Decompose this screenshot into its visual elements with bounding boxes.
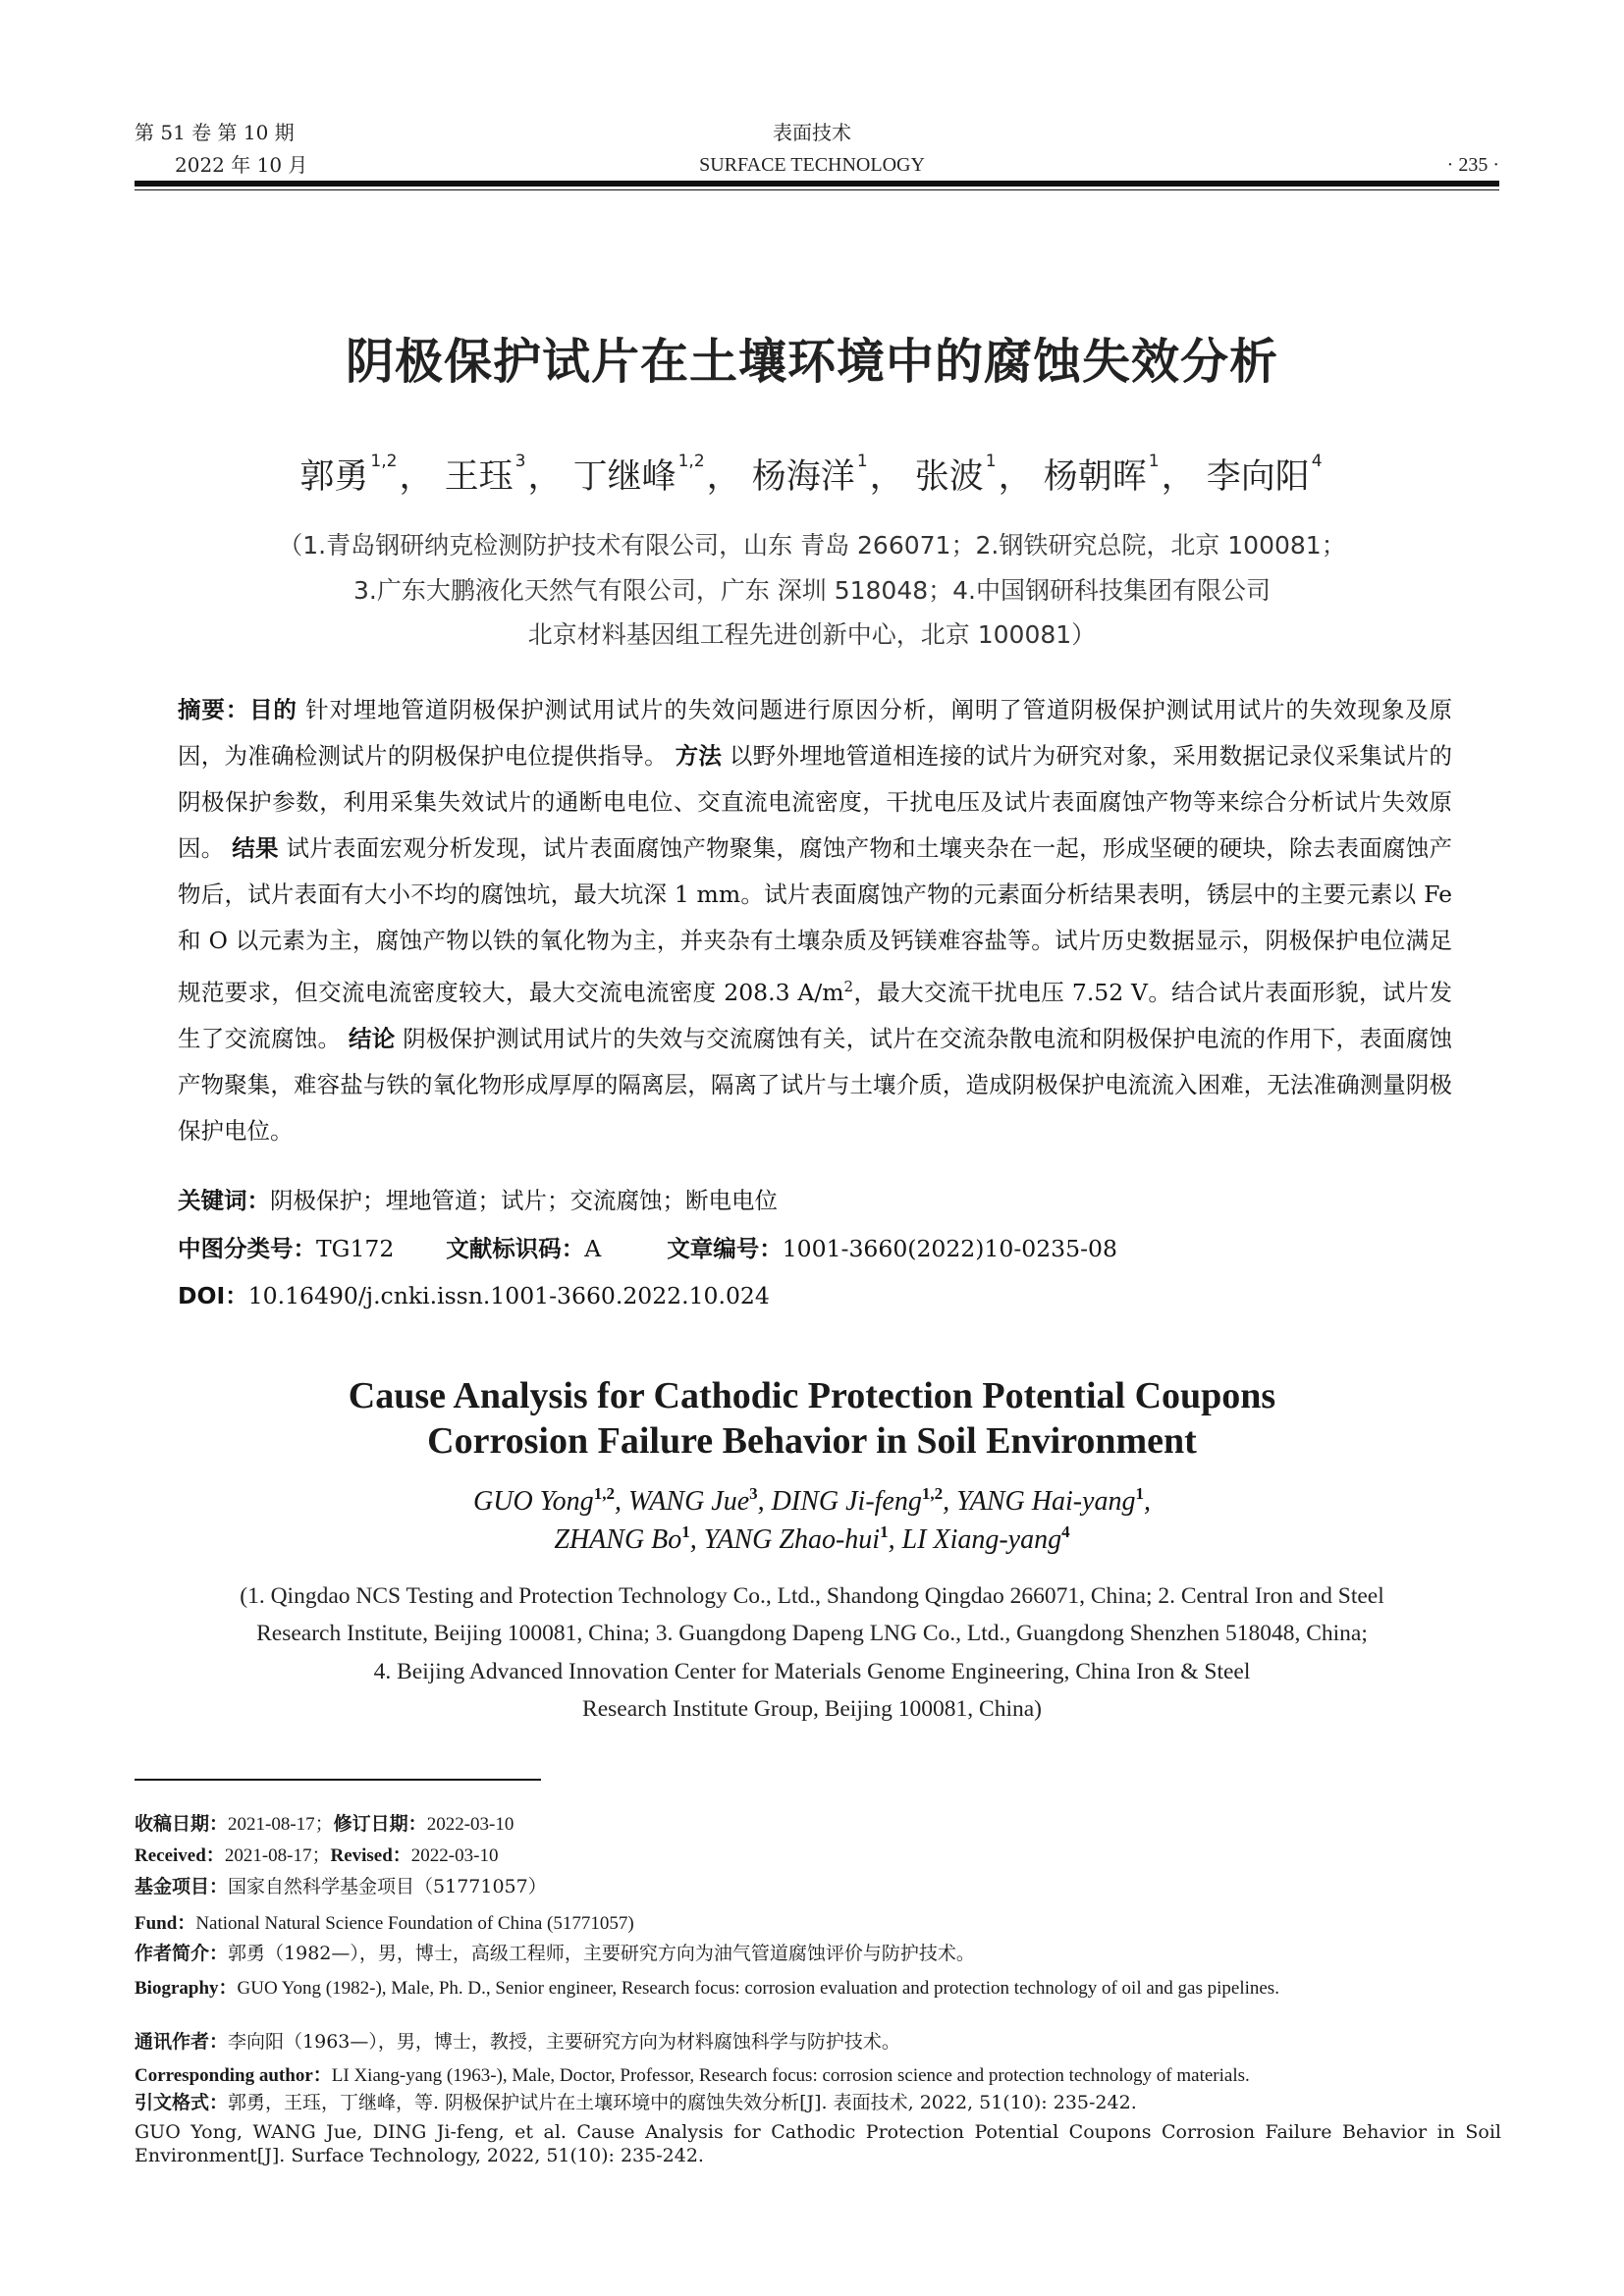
doi-value[interactable]: 10.16490/j.cnki.issn.1001-3660.2022.10.024: [247, 1282, 770, 1309]
footnote-fund-en: Fund：National Natural Science Foundation of China (51771057): [135, 1913, 634, 1934]
footnote-fund-cn: 基金项目：国家自然科学基金项目（51771057）: [135, 1876, 547, 1897]
author-en: GUO Yong: [473, 1486, 594, 1517]
title-cn: 阴极保护试片在土壤环境中的腐蚀失效分析: [345, 334, 1278, 390]
author-en: YANG Zhao-hui: [703, 1524, 881, 1555]
author-cn: 张波: [914, 457, 984, 497]
purpose-text: 针对埋地管道阴极保护测试用试片的失效问题进行原因分析，阐明了管道阴极保护测试用试片的失效现象及原因，为准确检测试片的阴极保护电位提供指导。: [178, 696, 1453, 770]
author-en: ZHANG Bo: [554, 1524, 682, 1555]
title-en-line: Corrosion Failure Behavior in Soil Environment: [427, 1420, 1197, 1462]
header-rule-thin: [135, 189, 1499, 190]
author-cn: 郭勇: [299, 457, 369, 497]
affiliation-en-line: 4. Beijing Advanced Innovation Center for Materials Genome Engineering, China Iron & Steel: [373, 1659, 1251, 1684]
footnote-bio-en: Biography：GUO Yong (1982-), Male, Ph. D., Senior engineer, Research focus: corrosion evaluation and protection technology of oil and gas pipelines.: [135, 1978, 1279, 1999]
article-no-value: 1001-3660(2022)10-0235-08: [782, 1235, 1117, 1262]
affiliation-cn-line: 北京材料基因组工程先进创新中心，北京 100081）: [527, 620, 1097, 649]
results-text: 试片表面宏观分析发现，试片表面腐蚀产物聚集，腐蚀产物和土壤夹杂在一起，形成坚硬的硬块，除去表面腐蚀产物后，试片表面有大小不均的腐蚀坑，最大坑深 1 mm。试片表面腐蚀产物的元素面分析结果表明，锈层中的主要元素以 Fe 和 O 以元素为主，腐蚀产物以铁的氧化物为主，并夹杂有土壤杂质及钙镁难容盐等。试片历史数据显示，阴极保护电位满足规范要求，但交流电流密度较大，最大交流电流密度 208.3 A/m: [178, 834, 1452, 1006]
header-rule-thick: [135, 181, 1499, 187]
clc-value: TG172: [316, 1235, 395, 1262]
journal-name-cn: 表面技术: [773, 121, 851, 144]
affiliation-en-line: (1. Qingdao NCS Testing and Protection Technology Co., Ltd., Shandong Qingdao 266071, China; 2. Central Iron and Steel: [240, 1583, 1384, 1609]
authors-en-line2: ZHANG Bo$^1$, YANG Zhao-hui$^1$, LI Xiang-yang$^4$: [554, 1522, 1070, 1555]
author-cn: 杨朝晖: [1043, 457, 1147, 497]
keywords-label: 关键词：: [178, 1187, 270, 1214]
author-en: DING Ji-feng: [771, 1486, 922, 1517]
conclusion-label: 结论: [349, 1024, 396, 1052]
author-cn: 杨海洋: [751, 457, 855, 497]
unit-superscript: 2: [843, 978, 854, 995]
footnote-corresponding-cn: 通讯作者：李向阳（1963—），男，博士，教授，主要研究方向为材料腐蚀科学与防护技术。: [135, 2031, 900, 2053]
affiliation-en-line: Research Institute, Beijing 100081, China; 3. Guangdong Dapeng LNG Co., Ltd., Guangdong Shenzhen 518048, China;: [256, 1621, 1368, 1646]
affiliation-cn-line: 3.广东大鹏液化天然气有限公司，广东 深圳 518048；4.中国钢研科技集团有限公司: [352, 576, 1272, 605]
authors-cn: 郭勇 $^{1,2}$， 王珏 $^3$， 丁继峰 $^{1,2}$， 杨海洋 $^1$， 张波 $^1$， 杨朝晖 $^1$， 李向阳 $^4$: [299, 452, 1323, 497]
keywords-value: 阴极保护；埋地管道；试片；交流腐蚀；断电电位: [270, 1187, 778, 1214]
results-text-cont: ，最大交流干扰电压 7.52 V。结合试片表面形貌，试片发生了交流腐蚀。: [178, 978, 1452, 1052]
method-label: 方法: [675, 742, 723, 770]
method-text: 以野外埋地管道相连接的试片为研究对象，采用数据记录仪采集试片的阴极保护参数，利用采集失效试片的通断电电位、交直流电流密度，干扰电压及试片表面腐蚀产物等来综合分析试片失效原因。: [178, 742, 1452, 862]
author-en: YANG Hai-yang: [956, 1486, 1136, 1517]
affiliation-en-line: Research Institute Group, Beijing 100081, China): [582, 1696, 1042, 1722]
author-cn: 王珏: [444, 457, 514, 497]
footnote-received-en: Received：2021-08-17；Revised：2022-03-10: [135, 1845, 499, 1866]
clc-label: 中图分类号：: [178, 1235, 316, 1262]
author-cn: 李向阳: [1206, 457, 1310, 497]
title-en-line: Cause Analysis for Cathodic Protection Potential Coupons: [348, 1375, 1276, 1416]
authors-en-line1: GUO Yong$^{1,2}$, WANG Jue$^3$, DING Ji-feng$^{1,2}$, YANG Hai-yang$^1$,: [473, 1484, 1151, 1517]
doi: [178, 1277, 770, 1310]
author-cn: 丁继峰: [572, 457, 677, 497]
author-en: LI Xiang-yang: [901, 1524, 1062, 1555]
article-no-label: 文章编号：: [667, 1235, 783, 1262]
footnote-corresponding-en: Corresponding author：LI Xiang-yang (1963-), Male, Doctor, Professor, Research focus: corrosion science and protection technology of materials.: [135, 2065, 1250, 2086]
footnote-citation-cn: 引文格式：郭勇，王珏，丁继峰，等. 阴极保护试片在土壤环境中的腐蚀失效分析[J]. 表面技术, 2022, 51(10): 235-242.: [135, 2092, 1137, 2113]
classification: [178, 1230, 1117, 1263]
author-en: WANG Jue: [627, 1486, 750, 1517]
footnote-bio-cn: 作者简介：郭勇（1982—），男，博士，高级工程师，主要研究方向为油气管道腐蚀评价与防护技术。: [135, 1943, 975, 1964]
purpose-label: 目的: [249, 696, 298, 723]
abstract-label: 摘要：: [178, 696, 250, 723]
conclusion-text: 阴极保护测试用试片的失效与交流腐蚀有关，试片在交流杂散电流和阴极保护电流的作用下，表面腐蚀产物聚集，难容盐与铁的氧化物形成厚厚的隔离层，隔离了试片与土壤介质，造成阴极保护电流流入困难，无法准确测量阴极保护电位。: [178, 1024, 1453, 1145]
doc-code-value: A: [584, 1235, 602, 1262]
results-label: 结果: [232, 834, 279, 862]
doc-code-label: 文献标识码：: [446, 1235, 585, 1262]
footnote-rule: [135, 1779, 541, 1781]
volume-issue: 第 51 卷 第 10 期: [135, 121, 295, 144]
footnote-received-cn: 收稿日期：2021-08-17；修订日期：2022-03-10: [135, 1813, 514, 1835]
journal-name-en: SURFACE TECHNOLOGY: [699, 154, 925, 176]
keywords: [178, 1182, 778, 1215]
page-number: · 235 ·: [1446, 154, 1499, 176]
doi-label: DOI：: [178, 1282, 248, 1309]
affiliation-cn-line: （1.青岛钢研纳克检测防护技术有限公司，山东 青岛 266071；2.钢铁研究总院，北京 100081；: [278, 531, 1346, 560]
abstract: [178, 687, 1452, 1154]
issue-date: 2022 年 10 月: [175, 153, 308, 177]
footnote-citation-en: GUO Yong, WANG Jue, DING Ji-feng, et al. Cause Analysis for Cathodic Protection Potential Coupons Corrosion Failure Behavior in Soil Environment[J]. Surface Technology, 2022, 51(10): 235-242.: [135, 2121, 1501, 2166]
